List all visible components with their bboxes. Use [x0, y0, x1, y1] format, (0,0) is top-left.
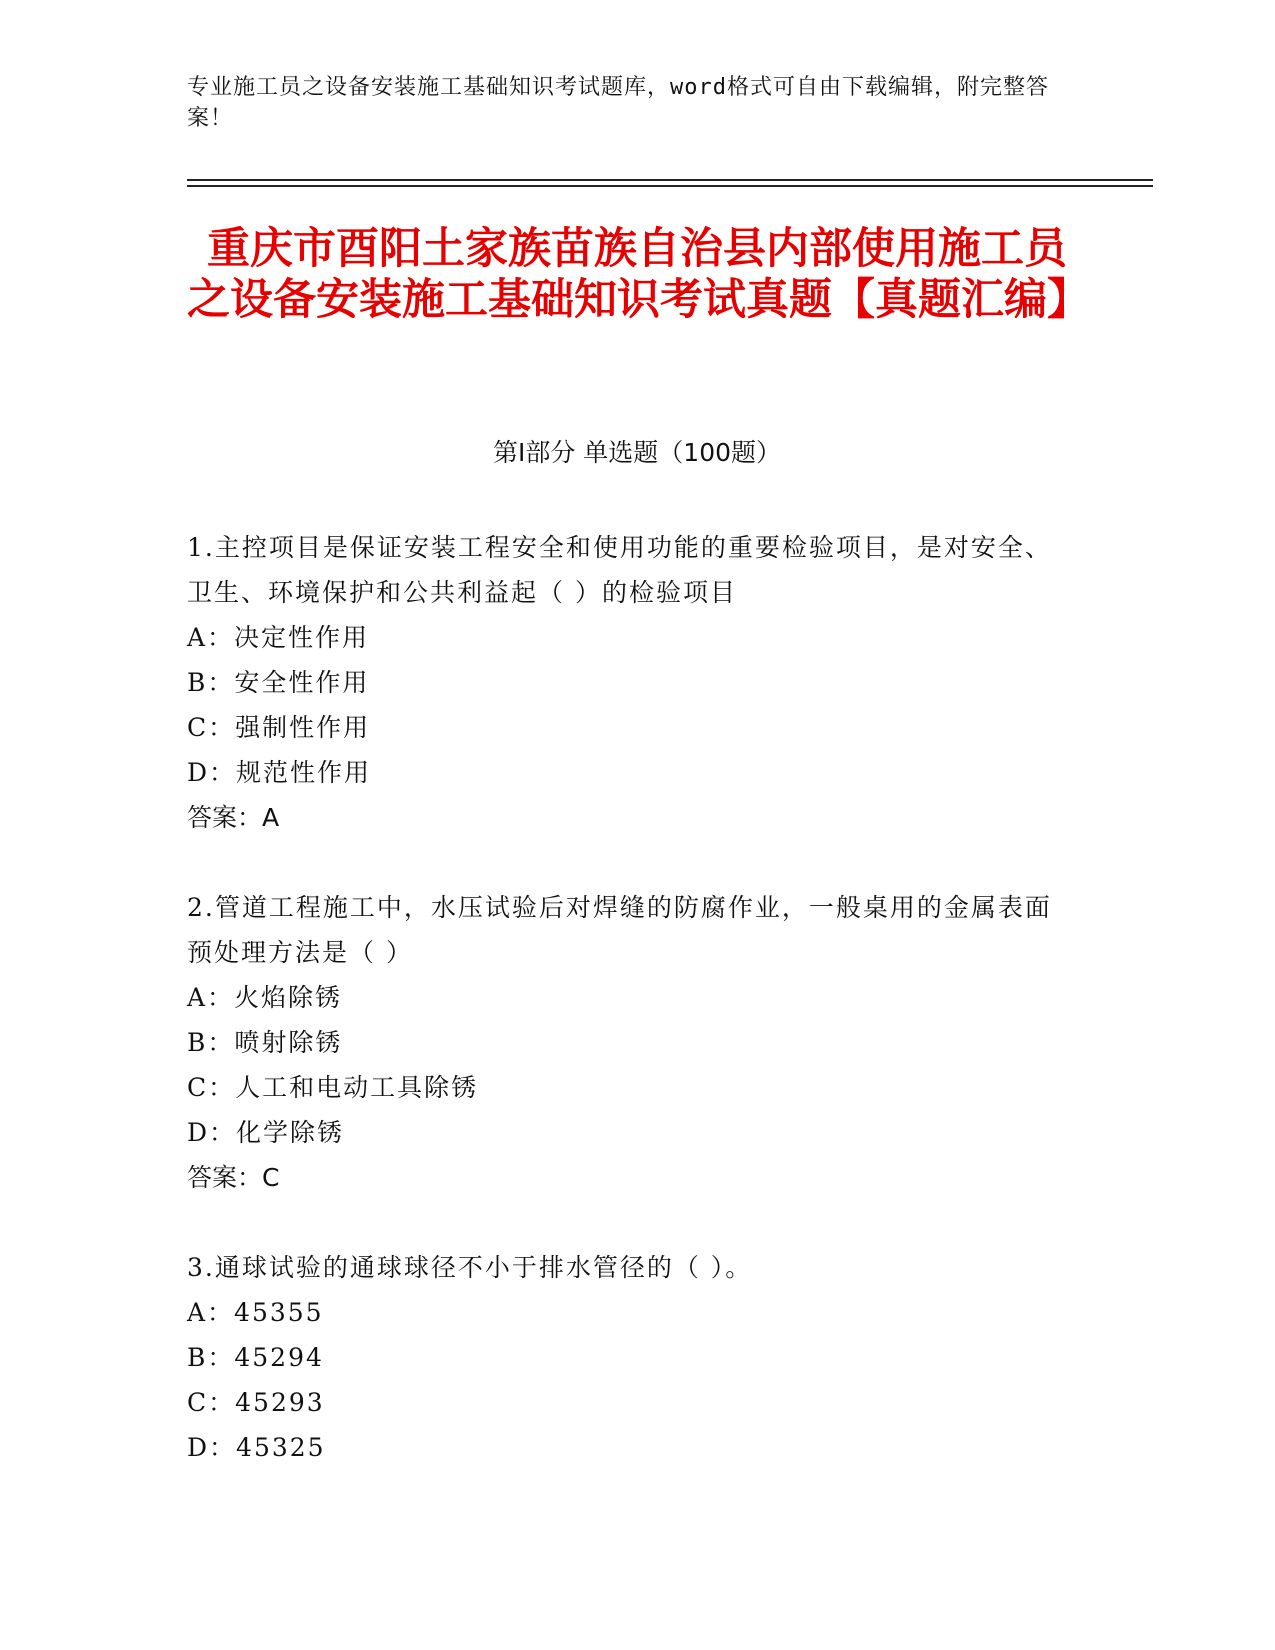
option-d: D：化学除锈: [187, 1118, 345, 1147]
option-b: B：喷射除锈: [187, 1028, 343, 1057]
option-c: C：强制性作用: [187, 713, 371, 742]
answer: 答案：C: [187, 1163, 280, 1192]
option-c: C：45293: [187, 1388, 325, 1417]
header-divider-bottom: [187, 185, 1153, 187]
answer: 答案：A: [187, 803, 280, 832]
option-b: B：安全性作用: [187, 668, 370, 697]
question-1: [187, 525, 1077, 840]
option-c: C：人工和电动工具除锈: [187, 1073, 479, 1102]
question-text: 1.主控项目是保证安装工程安全和使用功能的重要检验项目，是对安全、卫生、环境保护和公共利益起（ ）的检验项目: [187, 533, 1052, 607]
option-a: A：火焰除锈: [187, 983, 343, 1012]
question-text: 3.通球试验的通球球径不小于排水管径的（ ）。: [187, 1253, 753, 1282]
question-3: [187, 1245, 1077, 1470]
option-a: A：决定性作用: [187, 623, 370, 652]
document-title: 重庆市酉阳土家族苗族自治县内部使用施工员之设备安装施工基础知识考试真题【真题汇编】: [187, 224, 1090, 325]
question-2: [187, 885, 1077, 1200]
question-text: 2.管道工程施工中，水压试验后对焊缝的防腐作业，一般桌用的金属表面预处理方法是（ ）: [187, 893, 1052, 967]
section-title: 第Ⅰ部分 单选题（100题）: [492, 438, 782, 467]
option-d: D：45325: [187, 1433, 326, 1462]
header-divider-top: [187, 179, 1153, 181]
question-list: [187, 525, 1077, 1515]
option-d: D：规范性作用: [187, 758, 372, 787]
option-b: B：45294: [187, 1343, 324, 1372]
option-a: A：45355: [187, 1298, 324, 1327]
header-note: 专业施工员之设备安装施工基础知识考试题库，word格式可自由下载编辑，附完整答案！: [187, 75, 1049, 131]
